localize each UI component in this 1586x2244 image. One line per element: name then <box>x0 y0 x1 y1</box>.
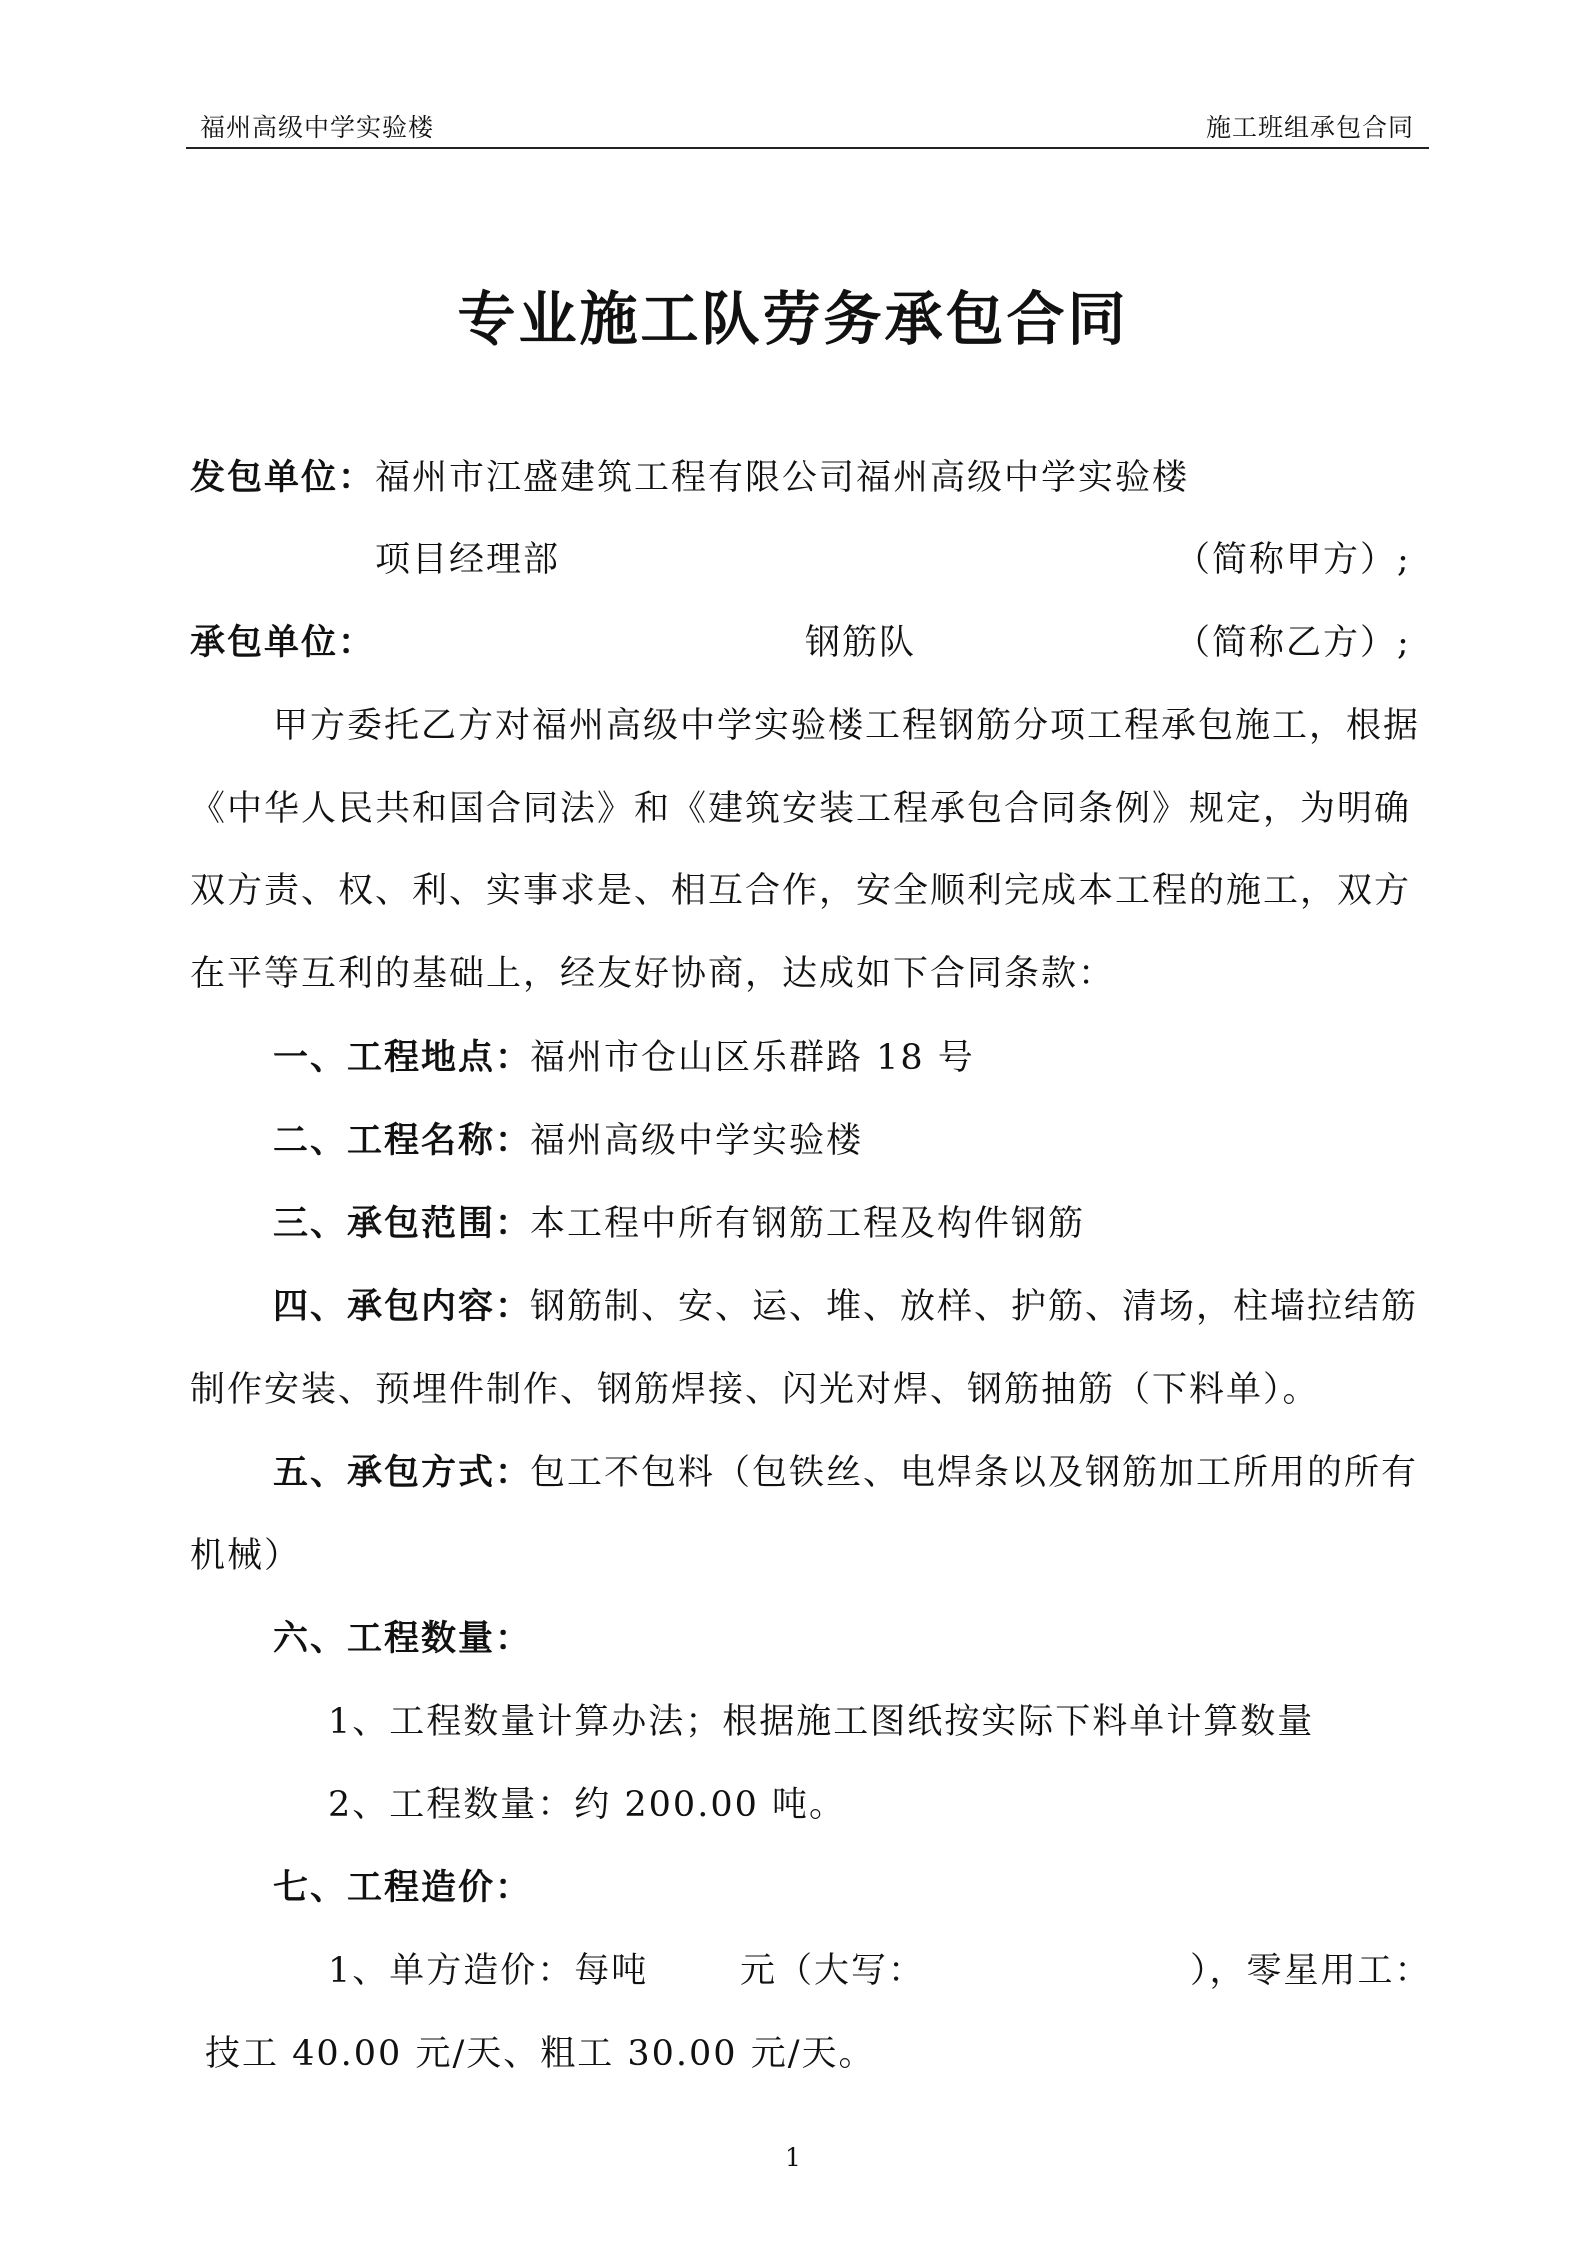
party-a-name-line2: 项目经理部 <box>375 540 561 580</box>
document-title: 专业施工队劳务承包合同 <box>457 285 1129 353</box>
intro-line-1: 甲方委托乙方对福州高级中学实验楼工程钢筋分项工程承包施工，根据 <box>273 706 1421 746</box>
party-b-name: 钢筋队 <box>805 623 917 663</box>
intro-line-3: 双方责、权、利、实事求是、相互合作，安全顺利完成本工程的施工，双方 <box>190 871 1412 911</box>
header-divider <box>186 147 1429 149</box>
clause-6-label: 六、工程数量： <box>273 1619 533 1659</box>
clause-6-item-1: 1、工程数量计算办法；根据施工图纸按实际下料单计算数量 <box>328 1702 1315 1742</box>
intro-line-2: 《中华人民共和国合同法》和《建筑安装工程承包合同条例》规定，为明确 <box>190 789 1412 829</box>
clause-4-label: 四、承包内容： <box>273 1287 533 1327</box>
clause-1-label: 一、工程地点： <box>273 1038 533 1078</box>
party-a-name-line1: 福州市江盛建筑工程有限公司福州高级中学实验楼 <box>375 458 1190 498</box>
clause-2-label: 二、工程名称： <box>273 1121 533 1161</box>
clause-7-item-1-part-a: 1、单方造价：每吨 <box>328 1951 649 1991</box>
clause-1-text: 福州市仓山区乐群路 18 号 <box>530 1038 975 1078</box>
party-a-abbr: （简称甲方）; <box>1175 540 1411 580</box>
clause-2-text: 福州高级中学实验楼 <box>530 1121 864 1161</box>
party-b-abbr: （简称乙方）; <box>1175 623 1411 663</box>
party-a-label: 发包单位： <box>190 458 376 498</box>
clause-4-text-2: 制作安装、预埋件制作、钢筋焊接、闪光对焊、钢筋抽筋（下料单）。 <box>190 1370 1320 1410</box>
clause-5-text-2: 机械） <box>190 1536 302 1576</box>
clause-6-item-2: 2、工程数量：约 200.00 吨。 <box>328 1785 846 1825</box>
clause-3-text: 本工程中所有钢筋工程及构件钢筋 <box>530 1204 1086 1244</box>
clause-7-label: 七、工程造价： <box>273 1868 533 1908</box>
clause-4-text-1: 钢筋制、安、运、堆、放样、护筋、清场，柱墙拉结筋 <box>530 1287 1419 1327</box>
clause-5-text-1: 包工不包料（包铁丝、电焊条以及钢筋加工所用的所有 <box>530 1453 1419 1493</box>
header-left-text: 福州高级中学实验楼 <box>200 113 435 142</box>
clause-7-item-1-part-b: 元（大写： <box>740 1951 926 1991</box>
clause-3-label: 三、承包范围： <box>273 1204 533 1244</box>
party-b-label: 承包单位： <box>190 623 376 663</box>
page-number: 1 <box>785 2143 801 2172</box>
clause-7-item-1-part-d: 技工 40.00 元/天、粗工 30.00 元/天。 <box>205 2034 876 2074</box>
intro-line-4: 在平等互利的基础上，经友好协商，达成如下合同条款： <box>190 954 1116 994</box>
clause-7-item-1-part-c: ），零星用工： <box>1190 1951 1432 1991</box>
clause-5-label: 五、承包方式： <box>273 1453 533 1493</box>
header-right-text: 施工班组承包合同 <box>1205 113 1414 142</box>
